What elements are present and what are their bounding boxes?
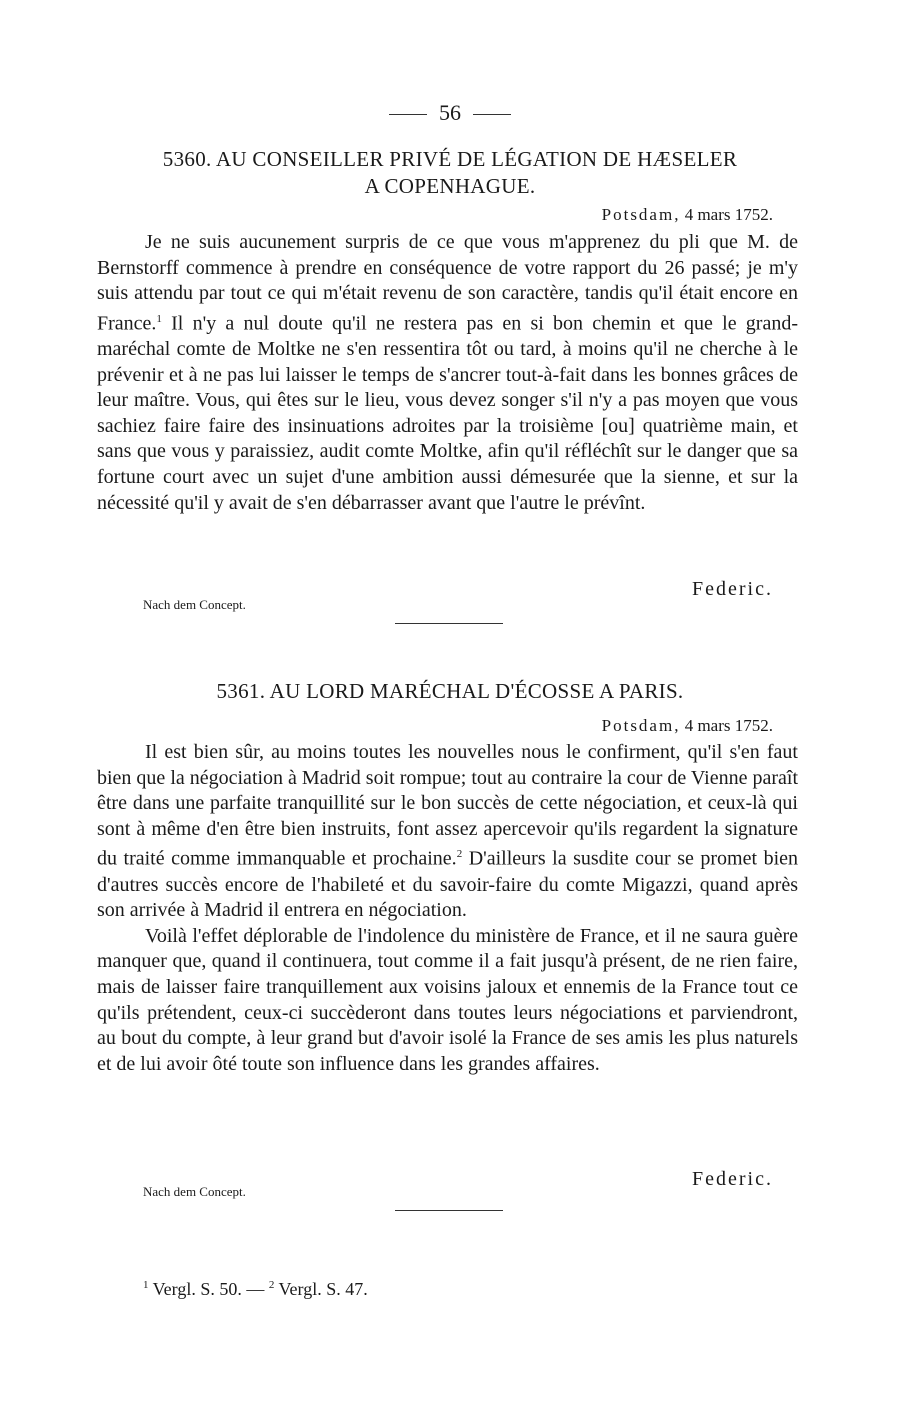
letter-5361-para1-a: Il est bien sûr, au moins toutes les nouvelles nous le confirment, qu'il s'en faut bien que la négociation à Madrid soit rompue; tout au contraire la cour de Vienne paraît être dans une parfaite tranquillité sur le bon succès de cette négociation, et ceux-là qui sont à même d'en être bien instruits, font assez apercevoir qu'ils regardent la signature du traité comme immanquable et prochaine. [97,741,798,871]
letter-5360-note: Nach dem Concept. [143,597,246,612]
letter-5360-title [97,146,803,200]
letter-5360-place: Potsdam, [601,205,681,224]
letter-5360-signature: Federic. [692,578,773,600]
letter-5361-note: Nach dem Concept. [143,1184,246,1199]
letter-5361-paragraph-2: Voilà l'effet déplorable de l'indolence du ministère de France, et il ne saura guère manquer que, quand il continuera, tout comme il a fait jusqu'à présent, de ne rien faire, mais de laisser faire tranquillement aux voisins jaloux et ennemis de la France tout ce qu'ils prétendent, ceux-ci succèderont dans toutes leurs négociations et parviendront, au bout du compte, à leur grand but d'avoir isolé la France de ses amis les plus naturels et de lui avoir ôté toute son influence dans les grandes affaires. [97,924,798,1075]
footnotes [143,1279,368,1300]
letter-5361-dateline [602,716,773,736]
letter-5360-dateline [602,205,773,225]
footnote-ref-1: 1 [156,312,162,325]
footnote-mark-1: 1 [143,1279,149,1291]
letter-5360-body [97,230,798,516]
footnote-ref-2: 2 [456,848,463,861]
dash-right [473,114,511,115]
footnote-text-1: Vergl. S. 50. — [148,1279,269,1299]
dash-left [389,114,427,115]
letter-5361-place: Potsdam, [601,716,681,735]
separator-rule-1 [395,623,503,624]
letter-5361-paragraph-1 [97,740,798,924]
page-number-line [0,100,900,126]
letter-5361-title [97,678,803,705]
letter-5360-paragraph [97,230,798,516]
page-number: 56 [439,100,461,125]
letter-5361-date: 4 mars 1752. [684,716,773,735]
letter-5360-para1: Je ne suis aucunement surpris de ce que vous m'apprenez du pli que M. de Bernstorff commence à prendre en conséquence de votre rapport du 26 passé; je m'y suis attendu par tout ce qui m'était revenu de son caractère, tandis qu'il était encore en France. [97,231,798,335]
letter-5361-title-line1: 5361. AU LORD MARÉCHAL D'ÉCOSSE A PARIS. [216,679,684,703]
letter-5361-signature: Federic. [692,1168,773,1190]
letter-5360-date: 4 mars 1752. [684,205,773,224]
letter-5361-para1-b: D'ailleurs la susdite cour se promet bien d'autres succès encore de l'habileté et du savoir-faire du comte Migazzi, quand après son arrivée à Madrid il entrera en négociation. [97,848,799,922]
footnote-mark-2: 2 [268,1279,275,1291]
letter-5360-title-line1: 5360. AU CONSEILLER PRIVÉ DE LÉGATION DE HÆSELER [162,147,738,171]
letter-5361-body [97,740,798,1077]
letter-5360-para1-cont: Il n'y a nul doute qu'il ne restera pas en si bon chemin et que le grand-maréchal comte de Moltke ne s'en ressentira tôt ou tard, à moins qu'il ne cherche à le prévenir et à ne pas lui laisser le temps de s'ancrer tout-à-fait dans les bonnes grâces de leur maître. Vous, qui êtes sur le lieu, vous devez songer s'il n'y a pas moyen que vous sachiez faire faire des insinuations adroites par la troisième [ou] quatrième main, et sans que vous y paraissiez, audit comte Moltke, afin qu'il réfléchît sur le danger que sa fortune court avec un sujet d'une ambition aussi démesurée que la sienne, et sur la nécessité qu'il y avait de s'en débarrasser avant que l'autre le prévînt. [97,312,798,514]
separator-rule-2 [395,1210,503,1211]
footnote-text-2: Vergl. S. 47. [274,1279,368,1299]
letter-5360-title-line2: A COPENHAGUE. [364,174,536,198]
